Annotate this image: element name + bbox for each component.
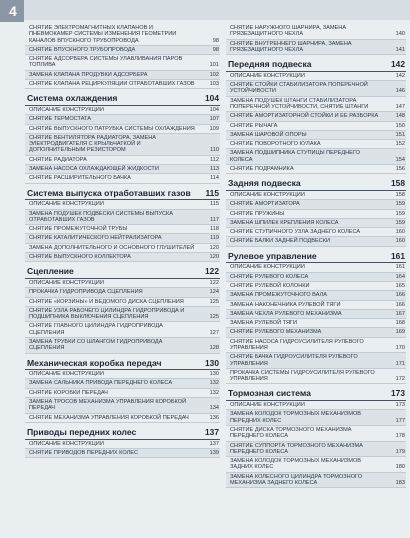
toc-entry: [25, 307, 220, 323]
entry-title: ОПИСАНИЕ КОНСТРУКЦИИ: [29, 440, 104, 447]
toc-entry: [25, 46, 220, 55]
toc-entry: [25, 165, 220, 174]
toc-entry: [25, 115, 220, 124]
entry-page: 158: [395, 191, 405, 198]
toc-entry: [226, 426, 406, 442]
section-title: Приводы передних колес: [27, 426, 137, 437]
entry-page: 137: [209, 440, 219, 447]
entry-title: ОПИСАНИЕ КОНСТРУКЦИИ: [29, 371, 104, 378]
entry-page: 159: [395, 201, 405, 208]
entry-title: ЗАМЕНА ТРОСОВ МЕХАНИЗМА УПРАВЛЕНИЯ КОРОБКОЙ ПЕРЕДАЧ: [29, 399, 187, 412]
toc-entry: [25, 253, 220, 262]
section-heading: [25, 428, 220, 440]
toc-section: [25, 359, 220, 423]
toc-entry: [226, 273, 406, 282]
toc-entry: [226, 131, 406, 140]
toc-entry: [226, 301, 406, 310]
entry-page: 154: [395, 156, 405, 163]
entry-title: ОПИСАНИЕ КОНСТРУКЦИИ: [230, 264, 305, 271]
entry-page: 103: [209, 81, 219, 88]
entry-title: СНЯТИЕ ПРИВОДОВ ПЕРЕДНИХ КОЛЕС: [29, 449, 139, 456]
section-title: Рулевое управление: [228, 250, 317, 261]
entry-page: 148: [395, 113, 405, 120]
toc-entry: [25, 174, 220, 183]
entry-title: СНЯТИЕ КОРОБКИ ПЕРЕДАЧ: [29, 389, 108, 396]
toc-section: [25, 94, 220, 183]
entry-page: 122: [209, 279, 219, 286]
entry-title: СНЯТИЕ НАСОСА ГИДРОУСИЛИТЕЛЯ РУЛЕВОГО УПРАВЛЕНИЯ: [230, 338, 364, 351]
toc-entry: [226, 97, 406, 113]
entry-page: 169: [395, 329, 405, 336]
section-heading: [25, 189, 220, 201]
entry-page: 101: [209, 62, 219, 69]
section-title: Система охлаждения: [27, 93, 118, 104]
toc-entry: [25, 244, 220, 253]
entry-title: СНЯТИЕ СТОЙКИ СТАБИЛИЗАТОРА ПОПЕРЕЧНОЙ УСТОЙЧИВОСТИ: [230, 82, 368, 95]
entry-title: ОПИСАНИЕ КОНСТРУКЦИИ: [230, 402, 305, 409]
entry-title: СНЯТИЕ НАРУЖНОГО ШАРНИРА, ЗАМЕНА ГРЯЗЕЗАЩИТНОГО ЧЕХЛА: [230, 25, 347, 38]
section-title: Механическая коробка передач: [27, 357, 162, 368]
toc-entry: [25, 225, 220, 234]
toc-entry: [25, 379, 220, 388]
toc-entry: [25, 134, 220, 156]
entry-page: 107: [209, 116, 219, 123]
toc-section: [25, 267, 220, 353]
toc-entry: [226, 237, 406, 246]
entry-title: ЗАМЕНА ДОПОЛНИТЕЛЬНОГО И ОСНОВНОГО ГЛУШИТЕЛЕЙ: [29, 244, 195, 251]
entry-title: ЗАМЕНА ШПИЛЕК КРЕПЛЕНИЯ КОЛЕСА: [230, 219, 339, 226]
entry-title: ОПИСАНИЕ КОНСТРУКЦИИ: [29, 106, 104, 113]
toc-entry: [25, 370, 220, 379]
entry-title: СНЯТИЕ АДСОРБЕРА СИСТЕМЫ УЛАВЛИВАНИЯ ПАРОВ ТОПЛИВА: [29, 56, 183, 69]
toc-entry: [226, 200, 406, 209]
toc-entry: [226, 442, 406, 458]
section-page: 104: [205, 93, 219, 104]
entry-page: 102: [209, 71, 219, 78]
entry-title: СНЯТИЕ ПОВОРОТНОГО КУЛАКА: [230, 141, 321, 148]
entry-title: ОПИСАНИЕ КОНСТРУКЦИИ: [29, 279, 104, 286]
toc-entry: [25, 414, 220, 423]
entry-page: 150: [395, 122, 405, 129]
entry-title: СНЯТИЕ РУЛЕВОГО КОЛЕСА: [230, 273, 309, 280]
toc-entry: [226, 338, 406, 354]
toc-entry: [25, 125, 220, 134]
entry-title: СНЯТИЕ БАЧКА ГИДРОУСИЛИТЕЛЯ РУЛЕВОГО УПРАВЛЕНИЯ: [230, 354, 358, 367]
entry-title: СНЯТИЕ КЛАПАНА РЕЦИРКУЛЯЦИИ ОТРАБОТАВШИХ ГАЗОВ: [29, 81, 195, 88]
section-page: 158: [391, 178, 405, 189]
entry-page: 113: [210, 166, 219, 173]
section-title: Сцепление: [27, 266, 74, 277]
entry-title: СНЯТИЕ ЭЛЕКТРОМАГНИТНЫХ КЛАПАНОВ И ПНЕВМОКАМЕР СИСТЕМЫ ИЗМЕНЕНИЯ ГЕОМЕТРИИ КАНАЛОВ ВПУСКНОГО ТРУБОПРОВОДА: [29, 25, 177, 44]
toc-entry: [25, 279, 220, 288]
toc-entry: [25, 210, 220, 226]
section-title: Система выпуска отработавших газов: [27, 187, 191, 198]
toc-entry: [25, 71, 220, 80]
entry-page: 151: [395, 131, 405, 138]
entry-title: СНЯТИЕ АМОРТИЗАТОРНОЙ СТОЙКИ И ЕЕ РАЗБОРКА: [230, 113, 379, 120]
entry-title: ПРОКАЧКА СИСТЕМЫ ГИДРОУСИЛИТЕЛЯ РУЛЕВОГО УПРАВЛЕНИЯ: [230, 369, 375, 383]
entry-title: ОПИСАНИЕ КОНСТРУКЦИИ: [230, 191, 305, 198]
entry-title: СНЯТИЕ ПРОМЕЖУТОЧНОЙ ТРУБЫ: [29, 226, 128, 233]
entry-page: 104: [209, 106, 219, 113]
entry-title: ОПИСАНИЕ КОНСТРУКЦИИ: [230, 72, 305, 79]
entry-page: 115: [210, 201, 219, 208]
section-page: 130: [205, 357, 219, 368]
entry-page: 160: [395, 238, 405, 245]
entry-page: 125: [209, 298, 219, 305]
entry-page: 152: [395, 141, 405, 148]
toc-entry: [226, 353, 406, 369]
entry-title: СНЯТИЕ ПОДРАМНИКА: [230, 166, 294, 173]
entry-title: ЗАМЕНА САЛЬНИКА ПРИВОДА ПЕРЕДНЕГО КОЛЕСА: [29, 380, 173, 387]
toc-entry: [226, 310, 406, 319]
entry-page: 124: [209, 289, 219, 296]
section-heading: [226, 389, 406, 401]
entry-page: 179: [395, 448, 405, 455]
toc-entry: [25, 398, 220, 414]
entry-page: 110: [210, 147, 219, 154]
entry-page: 164: [395, 273, 405, 280]
entry-page: 156: [395, 166, 405, 173]
entry-page: 159: [395, 210, 405, 217]
entry-title: СНЯТИЕ РУЛЕВОЙ КОЛОНКИ: [230, 282, 310, 289]
section-heading: [226, 252, 406, 264]
entry-page: 109: [209, 125, 219, 132]
entry-title: СНЯТИЕ РУЛЕВОГО МЕХАНИЗМА: [230, 329, 322, 336]
toc-entry: [25, 156, 220, 165]
toc-entry: [25, 440, 220, 449]
toc-entry: [25, 55, 220, 71]
toc-entry: [226, 149, 406, 165]
toc-section: [25, 189, 220, 263]
entry-page: 160: [395, 229, 405, 236]
toc-entry: [226, 210, 406, 219]
entry-title: ЗАМЕНА РУЛЕВОЙ ТЯГИ: [230, 320, 298, 327]
entry-page: 161: [395, 264, 405, 271]
toc-entry: [226, 328, 406, 337]
entry-title: СНЯТИЕ АМОРТИЗАТОРА: [230, 201, 300, 208]
toc-entry: [25, 322, 220, 338]
entry-page: 173: [395, 402, 405, 409]
section-title: Передняя подвеска: [228, 59, 312, 70]
entry-page: 159: [395, 219, 405, 226]
entry-title: СНЯТИЕ «КОРЗИНЫ» И ВЕДОМОГО ДИСКА СЦЕПЛЕНИЯ: [29, 298, 184, 305]
entry-page: 119: [210, 235, 219, 242]
entry-title: СНЯТИЕ УЗЛА РАБОЧЕГО ЦИЛИНДРА ГИДРОПРИВОДА И ПОДШИПНИКА ВЫКЛЮЧЕНИЯ СЦЕПЛЕНИЯ: [29, 307, 185, 321]
header-band: [24, 0, 410, 20]
toc-entry: [226, 319, 406, 328]
entry-title: СНЯТИЕ РЫЧАГА: [230, 122, 278, 129]
entry-title: СНЯТИЕ СТУПИЧНОГО УЗЛА ЗАДНЕГО КОЛЕСА: [230, 229, 361, 236]
entry-page: 114: [210, 175, 219, 182]
entry-page: 180: [395, 464, 405, 471]
entry-title: СНЯТИЕ ТЕРМОСТАТА: [29, 116, 92, 123]
entry-title: СНЯТИЕ ВЫПУСКНОГО КОЛЛЕКТОРА: [29, 254, 131, 261]
entry-page: 130: [209, 371, 219, 378]
entry-page: 140: [395, 31, 405, 38]
entry-title: СНЯТИЕ ВЕНТИЛЯТОРА РАДИАТОРА, ЗАМЕНА ЭЛЕКТРОДВИГАТЕЛЯ С КРЫЛЬЧАТКОЙ И ДОПОЛНИТЕЛЬНЫМ РЕЗИСТОРОМ: [29, 134, 157, 154]
entry-page: 118: [210, 226, 219, 233]
entry-title: СНЯТИЕ СУППОРТА ТОРМОЗНОГО МЕХАНИЗМА ПЕРЕДНЕГО КОЛЕСА: [230, 442, 363, 455]
toc-right-column: [226, 24, 406, 488]
section-heading: [25, 94, 220, 106]
toc-left-column: [25, 24, 220, 458]
page-number-tab: [0, 0, 24, 22]
toc-entry: [226, 81, 406, 97]
toc-entry: [226, 401, 406, 410]
toc-entry: [226, 165, 406, 174]
entry-title: ЗАМЕНА КОЛОДОК ТОРМОЗНЫХ МЕХАНИЗМОВ ПЕРЕДНИХ КОЛЕС: [230, 411, 362, 424]
entry-page: 120: [209, 244, 219, 251]
toc-entry: [25, 298, 220, 307]
entry-page: 136: [209, 414, 219, 421]
section-page: 122: [205, 266, 219, 277]
section-page: 173: [391, 388, 405, 399]
entry-page: 125: [209, 314, 219, 321]
toc-section: [226, 60, 406, 174]
section-heading: [25, 267, 220, 279]
entry-title: ЗАМЕНА ПОДУШЕК ШТАНГИ СТАБИЛИЗАТОРА ПОПЕРЕЧНОЙ УСТОЙЧИВОСТИ, СНЯТИЕ ШТАНГИ: [230, 97, 369, 110]
entry-title: СНЯТИЕ ВНУТРЕННЕГО ШАРНИРА, ЗАМЕНА ГРЯЗЕЗАЩИТНОГО ЧЕХЛА: [230, 40, 352, 53]
toc-entry: [226, 24, 406, 40]
entry-title: СНЯТИЕ МЕХАНИЗМА УПРАВЛЕНИЯ КОРОБКОЙ ПЕРЕДАЧ: [29, 414, 189, 421]
entry-page: 171: [395, 360, 405, 367]
entry-page: 141: [395, 46, 405, 53]
entry-page: 172: [395, 376, 405, 383]
entry-title: СНЯТИЕ ДИСКА ТОРМОЗНОГО МЕХАНИЗМА ПЕРЕДНЕГО КОЛЕСА: [230, 426, 352, 440]
toc-entry: [226, 282, 406, 291]
toc-entry: [226, 410, 406, 426]
entry-page: 178: [395, 433, 405, 440]
toc-entry: [226, 457, 406, 473]
section-heading: [25, 359, 220, 371]
entry-title: СНЯТИЕ РАДИАТОРА: [29, 156, 87, 163]
entry-page: 147: [395, 103, 405, 110]
entry-title: СНЯТИЕ РАСШИРИТЕЛЬНОГО БАЧКА: [29, 175, 131, 182]
entry-title: СНЯТИЕ ГЛАВНОГО ЦИЛИНДРА ГИДРОПРИВОДА СЦЕПЛЕНИЯ: [29, 323, 163, 336]
section-heading: [226, 179, 406, 191]
toc-entry: [226, 228, 406, 237]
section-page: 142: [391, 59, 405, 70]
entry-title: ЗАМЕНА НАСОСА ОХЛАЖДАЮЩЕЙ ЖИДКОСТИ: [29, 166, 159, 173]
entry-page: 112: [210, 156, 219, 163]
entry-title: ЗАМЕНА ТРУБКИ СО ШЛАНГОМ ГИДРОПРИВОДА СЦЕПЛЕНИЯ: [29, 338, 163, 352]
entry-page: 142: [395, 72, 405, 79]
toc-entry: [226, 369, 406, 385]
toc-entry: [25, 234, 220, 243]
toc-entry: [226, 122, 406, 131]
toc-entry: [226, 191, 406, 200]
toc-entry: [226, 112, 406, 121]
entry-title: ЗАМЕНА ШАРОВОЙ ОПОРЫ: [230, 131, 307, 138]
toc-entry: [25, 389, 220, 398]
section-heading: [226, 60, 406, 72]
entry-page: 166: [395, 292, 405, 299]
entry-page: 177: [395, 417, 405, 424]
toc-entry: [25, 288, 220, 297]
entry-title: ЗАМЕНА КОЛЕСНОГО ЦИЛИНДРА ТОРМОЗНОГО МЕХАНИЗМА ЗАДНЕГО КОЛЕСА: [230, 473, 363, 487]
section-page: 115: [205, 187, 219, 198]
page-number: 4: [9, 3, 17, 19]
toc-entry: [25, 80, 220, 89]
entry-page: 166: [395, 301, 405, 308]
entry-page: 98: [212, 37, 219, 44]
section-page: 161: [391, 250, 405, 261]
entry-title: ЗАМЕНА ЧЕХЛА РУЛЕВОГО МЕХАНИЗМА: [230, 310, 342, 317]
entry-title: ЗАМЕНА ПРОМЕЖУТОЧНОГО ВАЛА: [230, 292, 327, 299]
toc-entry: [25, 449, 220, 458]
section-title: Тормозная система: [228, 388, 311, 399]
toc-entry: [25, 200, 220, 209]
toc-section: [25, 24, 220, 89]
entry-page: 128: [209, 345, 219, 352]
toc-section: [226, 252, 406, 385]
entry-title: СНЯТИЕ ВПУСКНОГО ТРУБОПРОВОДА: [29, 46, 136, 53]
entry-page: 117: [210, 216, 219, 223]
toc-entry: [25, 24, 220, 46]
toc-entry: [25, 338, 220, 354]
entry-page: 165: [395, 282, 405, 289]
entry-page: 170: [395, 344, 405, 351]
entry-title: СНЯТИЕ ВЫПУСКНОГО ПАТРУБКА СИСТЕМЫ ОХЛАЖДЕНИЯ: [29, 125, 195, 132]
entry-page: 183: [395, 480, 405, 487]
toc-entry: [25, 106, 220, 115]
toc-entry: [226, 473, 406, 489]
entry-page: 98: [212, 46, 219, 53]
entry-title: ЗАМЕНА ПОДУШЕК ПОДВЕСКИ СИСТЕМЫ ВЫПУСКА ОТРАБОТАВШИХ ГАЗОВ: [29, 210, 174, 223]
entry-page: 146: [395, 88, 405, 95]
entry-title: ЗАМЕНА КЛАПАНА ПРОДУВКИ АДСОРБЕРА: [29, 71, 148, 78]
toc-entry: [226, 291, 406, 300]
toc-entry: [226, 40, 406, 56]
entry-page: 132: [209, 380, 219, 387]
section-page: 137: [205, 426, 219, 437]
toc-section: [226, 24, 406, 55]
toc-entry: [226, 72, 406, 81]
entry-title: ОПИСАНИЕ КОНСТРУКЦИИ: [29, 201, 104, 208]
entry-page: 139: [209, 449, 219, 456]
entry-page: 120: [209, 254, 219, 261]
entry-page: 167: [395, 310, 405, 317]
toc-section: [226, 179, 406, 246]
toc-section: [25, 428, 220, 458]
entry-title: ПРОКАЧКА ГИДРОПРИВОДА СЦЕПЛЕНИЯ: [29, 289, 143, 296]
toc-entry: [226, 219, 406, 228]
entry-page: 127: [209, 329, 219, 336]
entry-title: ЗАМЕНА ПОДШИПНИКА СТУПИЦЫ ПЕРЕДНЕГО КОЛЕСА: [230, 150, 360, 163]
entry-title: ЗАМЕНА НАКОНЕЧНИКА РУЛЕВОЙ ТЯГИ: [230, 301, 341, 308]
entry-title: ЗАМЕНА КОЛОДОК ТОРМОЗНЫХ МЕХАНИЗМОВ ЗАДНИХ КОЛЕС: [230, 458, 362, 471]
entry-title: СНЯТИЕ БАЛКИ ЗАДНЕЙ ПОДВЕСКИ: [230, 238, 330, 245]
entry-page: 168: [395, 320, 405, 327]
section-title: Задняя подвеска: [228, 178, 301, 189]
entry-page: 132: [209, 389, 219, 396]
toc-entry: [226, 263, 406, 272]
entry-page: 134: [209, 405, 219, 412]
toc-entry: [226, 140, 406, 149]
entry-title: СНЯТИЕ КАТАЛИТИЧЕСКОГО НЕЙТРАЛИЗАТОРА: [29, 235, 162, 242]
toc-section: [226, 389, 406, 488]
entry-title: СНЯТИЕ ПРУЖИНЫ: [230, 210, 285, 217]
